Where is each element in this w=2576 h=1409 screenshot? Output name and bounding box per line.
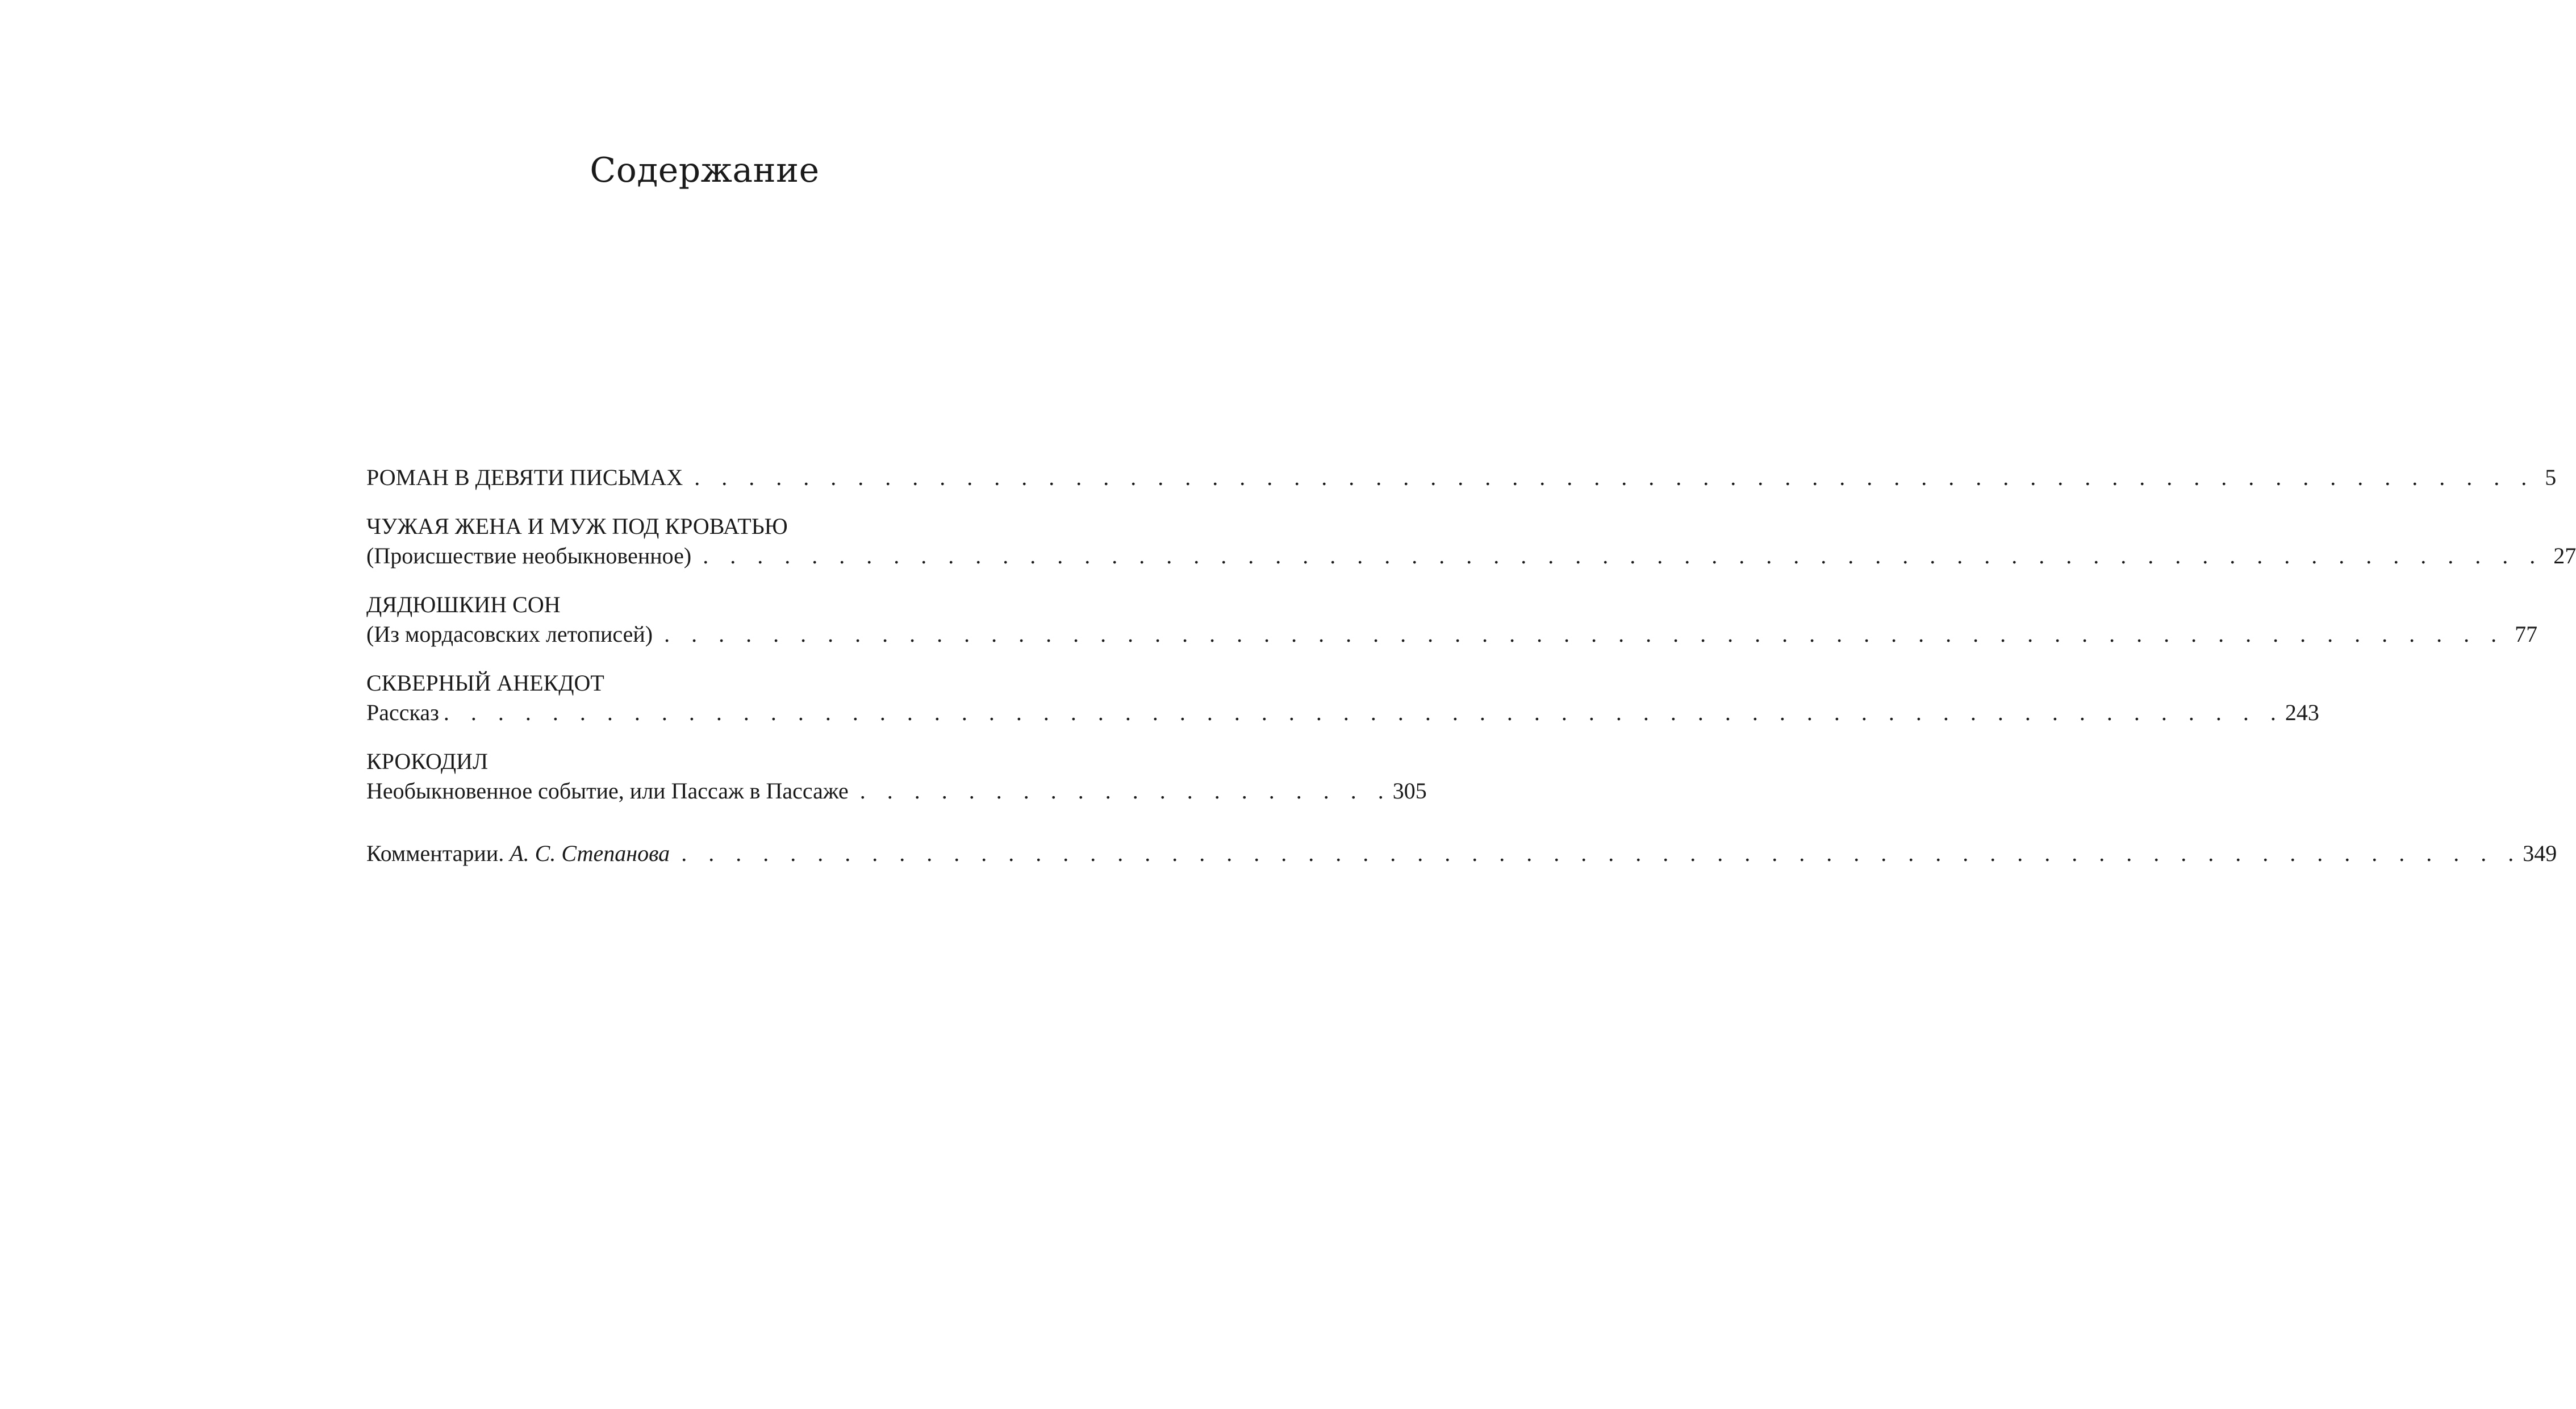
- toc-page-number: 243: [2285, 700, 2319, 725]
- dot-leader: . . . . . . . . . . . . . . . . . . . . . . . . . . . . . . . . . . . . . . . . . . . . . . . . . . . . . . . . . . . . . . . . . . . .: [681, 841, 2522, 866]
- page-title: Содержание: [590, 150, 820, 190]
- toc-entry: [366, 463, 2557, 492]
- dot-leader: . . . . . . . . . . . . . . . . . . . . . . . . . . . . . . . . . . . . . . . . . . . . . . . . . . . . . . . . . . . . . . . . . . . .: [443, 700, 2284, 725]
- toc-page-number: 305: [1392, 778, 1427, 804]
- toc-entry: [366, 668, 2319, 728]
- toc-entry-title: [366, 839, 670, 868]
- toc-line: [366, 620, 2538, 649]
- toc-entry-title: ЧУЖАЯ ЖЕНА И МУЖ ПОД КРОВАТЬЮ: [366, 513, 788, 539]
- toc-entry: [366, 747, 1427, 806]
- toc-entry-title: ДЯДЮШКИН СОН: [366, 592, 561, 617]
- toc-page-number: 349: [2523, 841, 2557, 866]
- toc-page-number: 27: [2553, 543, 2576, 568]
- table-of-contents: [366, 463, 2576, 868]
- toc-entry-subtitle: Необыкновенное событие, или Пассаж в Пассаже: [366, 778, 849, 804]
- toc-entry-title: КРОКОДИЛ: [366, 749, 489, 774]
- toc-line: [366, 698, 2319, 728]
- toc-page-number: 77: [2515, 621, 2538, 647]
- dot-leader: . . . . . . . . . . . . . . . . . . . .: [859, 778, 1392, 804]
- dot-leader: . . . . . . . . . . . . . . . . . . . . . . . . . . . . . . . . . . . . . . . . . . . . . . . . . . . . . . . . . . . . . . . . . . . .: [703, 543, 2544, 568]
- dot-leader: . . . . . . . . . . . . . . . . . . . . . . . . . . . . . . . . . . . . . . . . . . . . . . . . . . . . . . . . . . . . . . . . . . . .: [664, 621, 2505, 647]
- toc-line: [366, 541, 2576, 571]
- toc-entry-title: СКВЕРНЫЙ АНЕКДОТ: [366, 670, 604, 696]
- toc-page-number: 5: [2545, 465, 2557, 490]
- toc-entry-title: РОМАН В ДЕВЯТИ ПИСЬМАХ: [366, 465, 683, 490]
- toc-entry-subtitle: (Из мордасовских летописей): [366, 621, 653, 647]
- toc-entry: [366, 590, 2538, 649]
- toc-line: [366, 839, 2557, 868]
- toc-line: [366, 463, 2557, 492]
- toc-author-name: А. С. Степанова: [510, 841, 670, 866]
- toc-entry: [366, 839, 2557, 868]
- toc-entry: [366, 512, 2576, 571]
- toc-entry-subtitle: Рассказ: [366, 700, 439, 725]
- dot-leader: . . . . . . . . . . . . . . . . . . . . . . . . . . . . . . . . . . . . . . . . . . . . . . . . . . . . . . . . . . . . . . . . . . . .: [694, 465, 2535, 490]
- toc-label-text: Комментарии.: [366, 841, 510, 866]
- toc-line: [366, 776, 1427, 806]
- toc-entry-subtitle: (Происшествие необыкновенное): [366, 543, 692, 568]
